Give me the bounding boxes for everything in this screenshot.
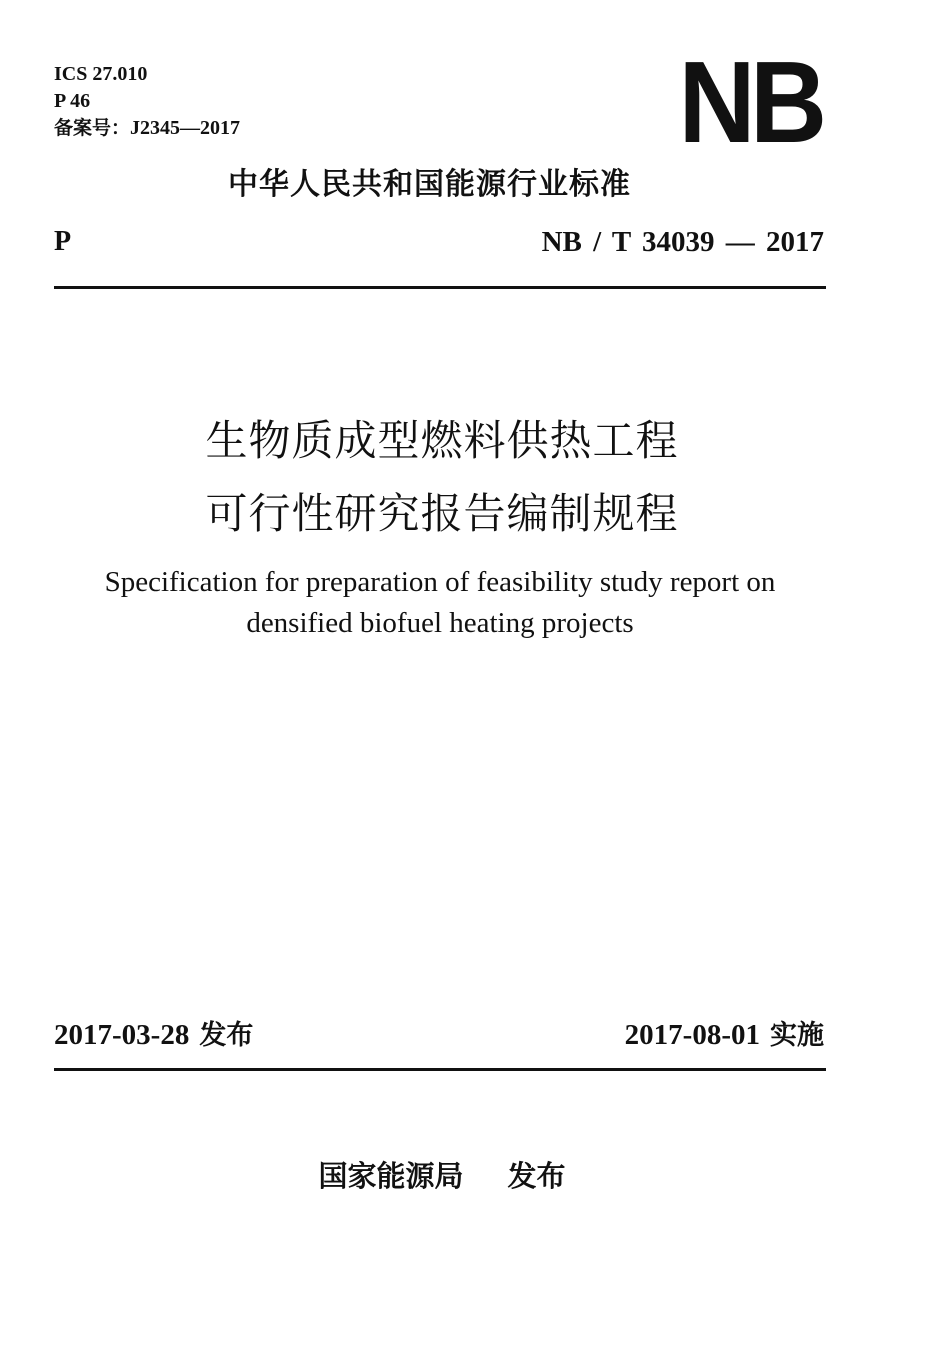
title-chinese-line-1: 生物质成型燃料供热工程	[205, 416, 679, 465]
implementation-label: 实施	[770, 1020, 824, 1051]
issue-date-line	[54, 1017, 253, 1054]
classification-letter: P	[54, 226, 72, 257]
issuer-label: 发布	[507, 1159, 566, 1193]
issuer-name: 国家能源局	[318, 1159, 464, 1193]
standard-number: NB / T 34039 — 2017	[541, 226, 824, 258]
implementation-date: 2017-08-01	[624, 1019, 760, 1051]
title-english-line-1: Specification for preparation of feasibility study report on	[104, 566, 776, 598]
classification-code: P 46	[54, 90, 91, 112]
issue-date: 2017-03-28	[54, 1019, 190, 1051]
title-chinese-line-2: 可行性研究报告编制规程	[205, 489, 679, 538]
ics-code: ICS 27.010	[54, 63, 148, 85]
implementation-date-line	[625, 1017, 824, 1054]
industry-standard-title: 中华人民共和国能源行业标准	[228, 167, 631, 202]
top-divider	[54, 286, 826, 289]
record-number: J2345—2017	[130, 117, 241, 139]
bottom-divider	[54, 1068, 826, 1071]
nb-logo: NB	[678, 37, 822, 167]
record-label: 备案号：	[54, 117, 131, 139]
record-number-line	[54, 116, 240, 140]
issuer-line	[0, 1156, 884, 1196]
issue-label: 发布	[199, 1020, 254, 1051]
title-english-line-2: densified biofuel heating projects	[246, 607, 634, 639]
